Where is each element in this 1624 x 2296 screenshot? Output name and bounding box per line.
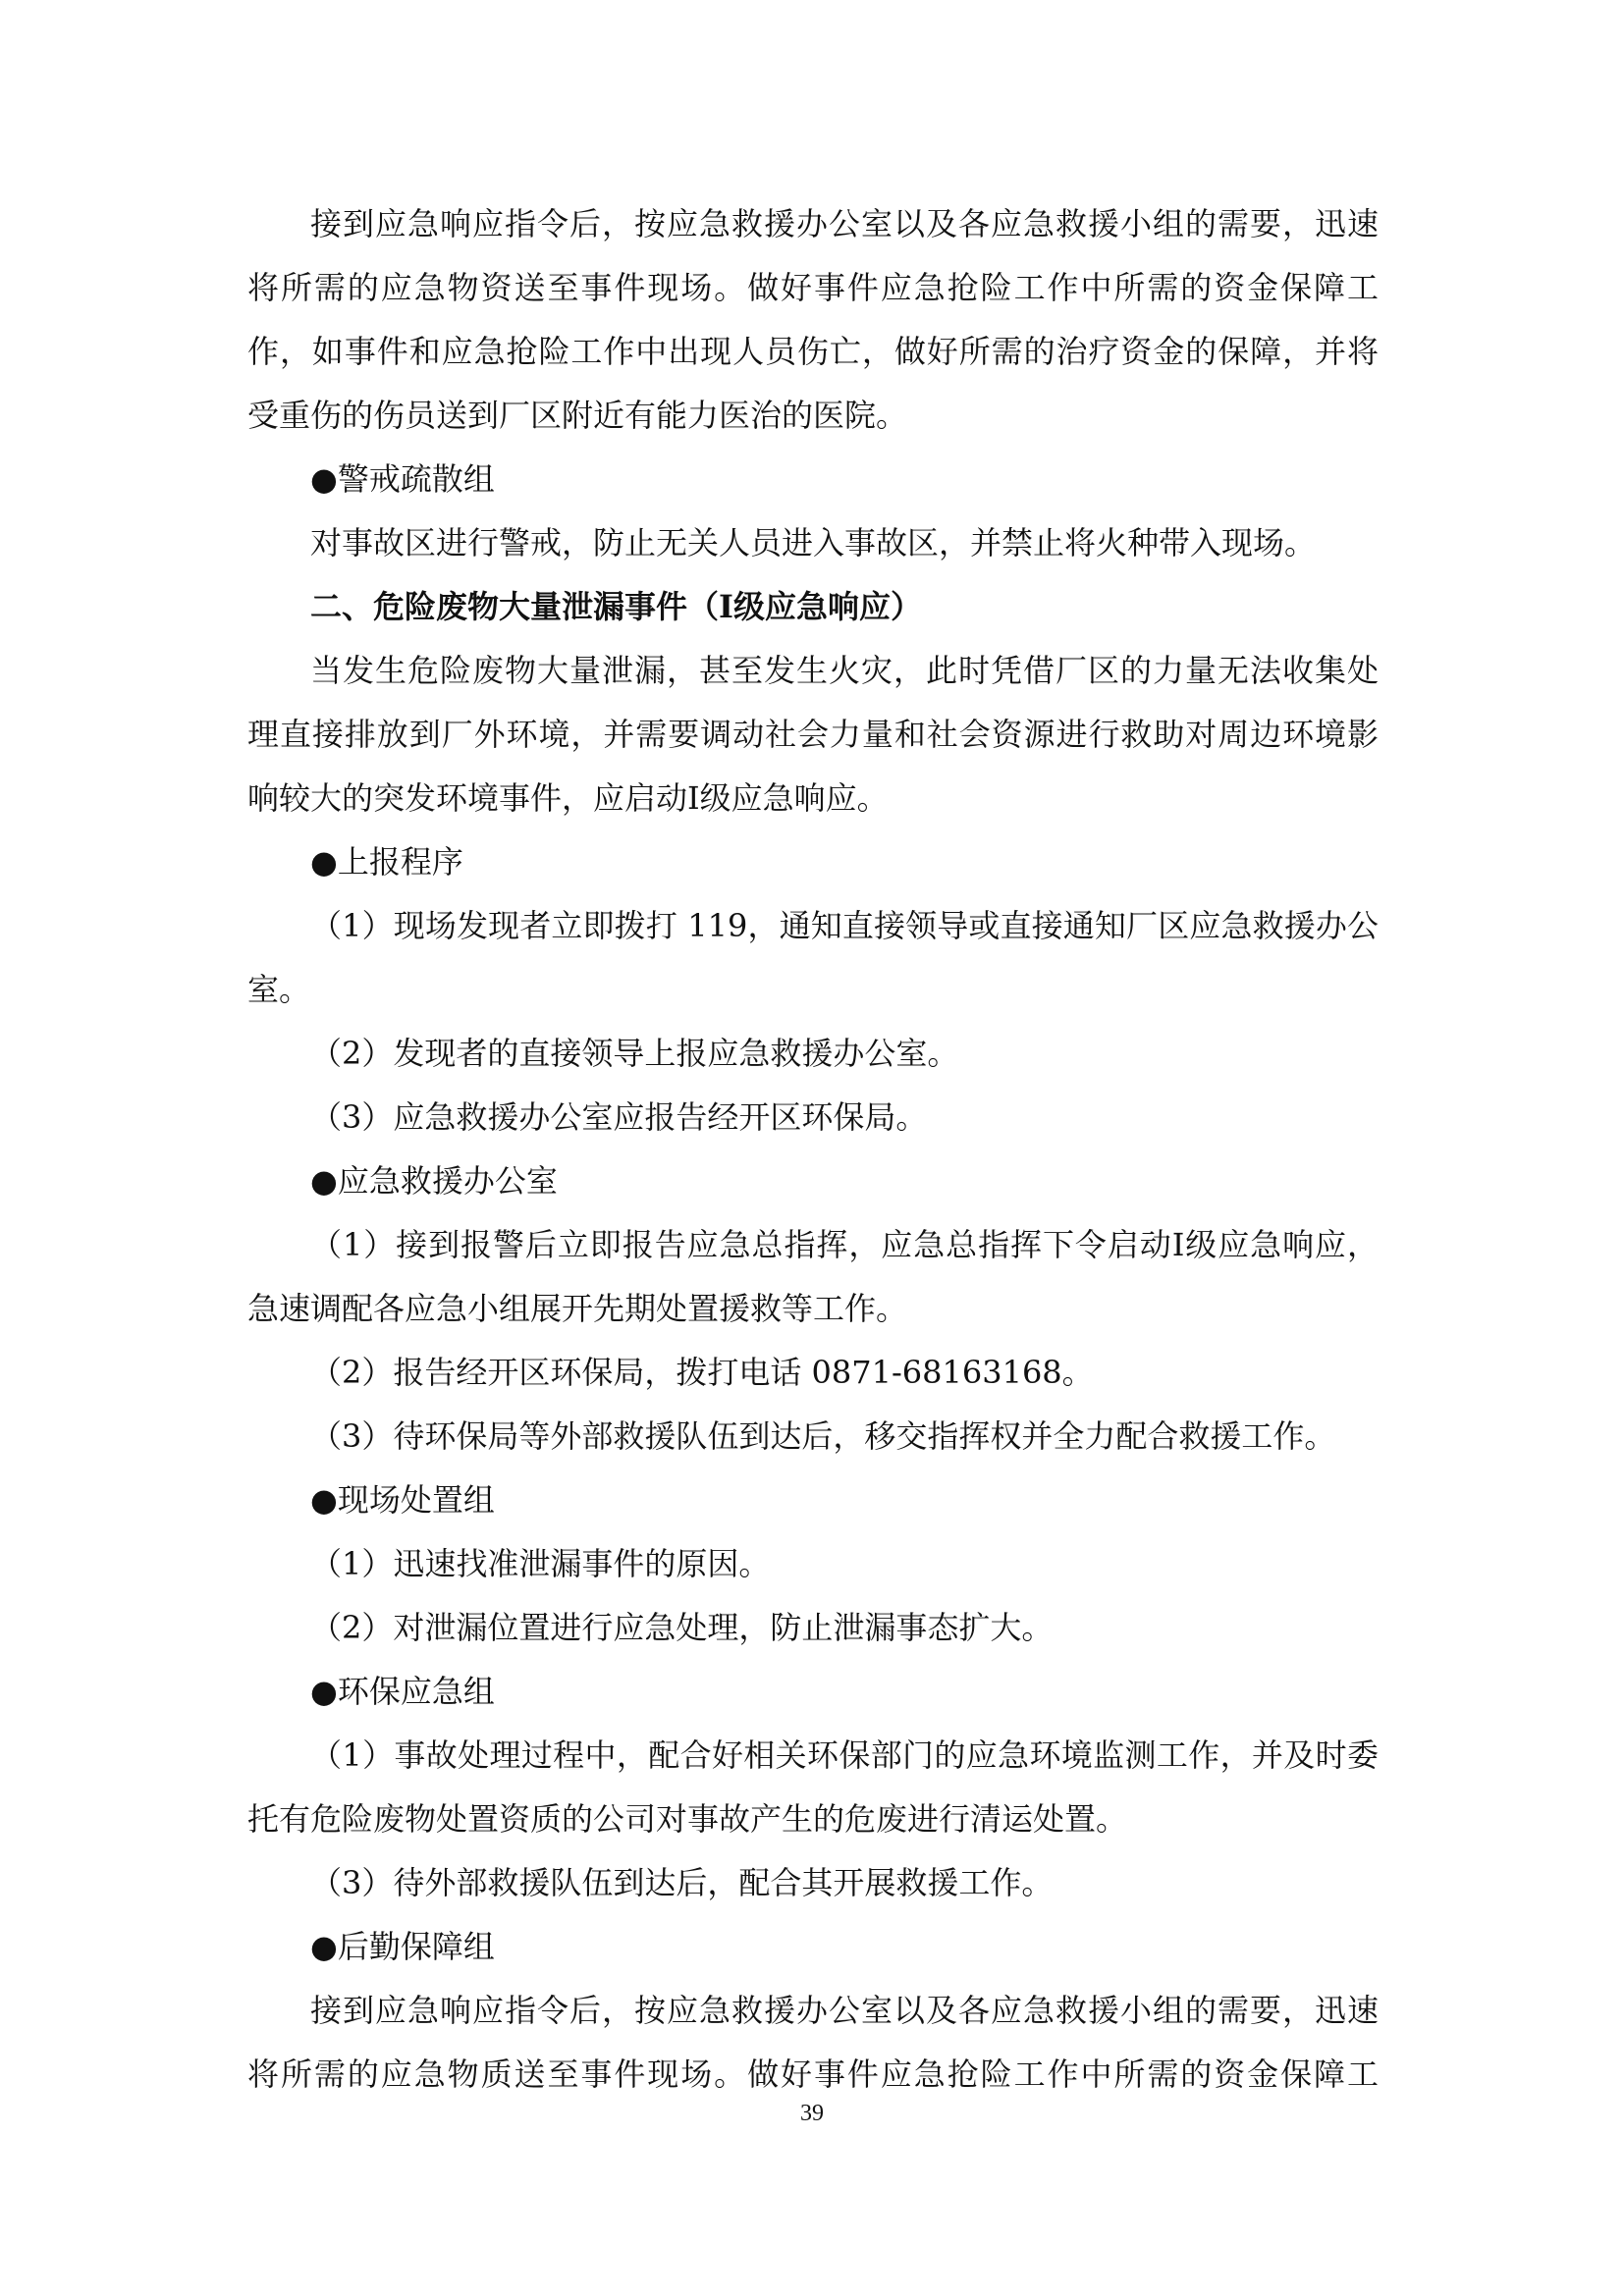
list-item-environmental-1-cont: 托有危险废物处置资质的公司对事故产生的危废进行清运处置。 (247, 1800, 1128, 1838)
list-item-office-1-cont: 急速调配各应急小组展开先期处置援救等工作。 (247, 1290, 908, 1327)
heading-logistics-group: ●后勤保障组 (310, 1928, 495, 1965)
list-item-onsite-1: （1）迅速找准泄漏事件的原因。 (310, 1545, 771, 1582)
list-item-office-3: （3）待环保局等外部救援队伍到达后，移交指挥权并全力配合救援工作。 (310, 1417, 1336, 1455)
heading-reporting-procedure: ●上报程序 (310, 843, 463, 881)
paragraph-logistics-line: 受重伤的伤员送到厂区附近有能力医治的医院。 (247, 397, 908, 434)
paragraph-logistics2-line: 将所需的应急物质送至事件现场。做好事件应急抢险工作中所需的资金保障工 (247, 2056, 1379, 2093)
list-item-reporting-1-cont: 室。 (247, 971, 311, 1008)
list-item-office-1: （1）接到报警后立即报告应急总指挥，应急总指挥下令启动Ⅰ级应急响应， (310, 1226, 1379, 1263)
heading-cordon-evacuation-group: ●警戒疏散组 (310, 460, 495, 498)
paragraph-cordon: 对事故区进行警戒，防止无关人员进入事故区，并禁止将火种带入现场。 (310, 524, 1317, 561)
page-number: 39 (800, 2101, 824, 2126)
list-item-environmental-3: （3）待外部救援队伍到达后，配合其开展救援工作。 (310, 1864, 1054, 1901)
paragraph-intro-line: 当发生危险废物大量泄漏，甚至发生火灾，此时凭借厂区的力量无法收集处 (310, 652, 1379, 689)
list-item-onsite-2: （2）对泄漏位置进行应急处理，防止泄漏事态扩大。 (310, 1609, 1054, 1646)
document-body (247, 192, 1379, 2107)
heading-environmental-group: ●环保应急组 (310, 1673, 495, 1710)
paragraph-logistics-line: 将所需的应急物资送至事件现场。做好事件应急抢险工作中所需的资金保障工 (247, 269, 1379, 306)
paragraph-intro-line: 理直接排放到厂外环境，并需要调动社会力量和社会资源进行救助对周边环境影 (247, 716, 1379, 753)
section-title: 二、危险废物大量泄漏事件（Ⅰ级应急响应） (310, 588, 922, 625)
heading-onsite-disposal-group: ●现场处置组 (310, 1481, 495, 1519)
list-item-reporting-1: （1）现场发现者立即拨打 119，通知直接领导或直接通知厂区应急救援办公 (310, 907, 1379, 944)
paragraph-logistics-line: 作，如事件和应急抢险工作中出现人员伤亡，做好所需的治疗资金的保障，并将 (247, 333, 1379, 370)
paragraph-logistics-line: 接到应急响应指令后，按应急救援办公室以及各应急救援小组的需要，迅速 (310, 205, 1379, 242)
list-item-environmental-1: （1）事故处理过程中，配合好相关环保部门的应急环境监测工作，并及时委 (310, 1736, 1379, 1774)
paragraph-intro-line: 响较大的突发环境事件，应启动Ⅰ级应急响应。 (247, 779, 889, 817)
list-item-reporting-2: （2）发现者的直接领导上报应急救援办公室。 (310, 1035, 959, 1072)
list-item-office-2: （2）报告经开区环保局，拨打电话 0871-68163168。 (310, 1354, 1094, 1391)
list-item-reporting-3: （3）应急救援办公室应报告经开区环保局。 (310, 1098, 928, 1136)
heading-emergency-office: ●应急救援办公室 (310, 1162, 558, 1200)
paragraph-logistics2-line: 接到应急响应指令后，按应急救援办公室以及各应急救援小组的需要，迅速 (310, 1992, 1379, 2029)
